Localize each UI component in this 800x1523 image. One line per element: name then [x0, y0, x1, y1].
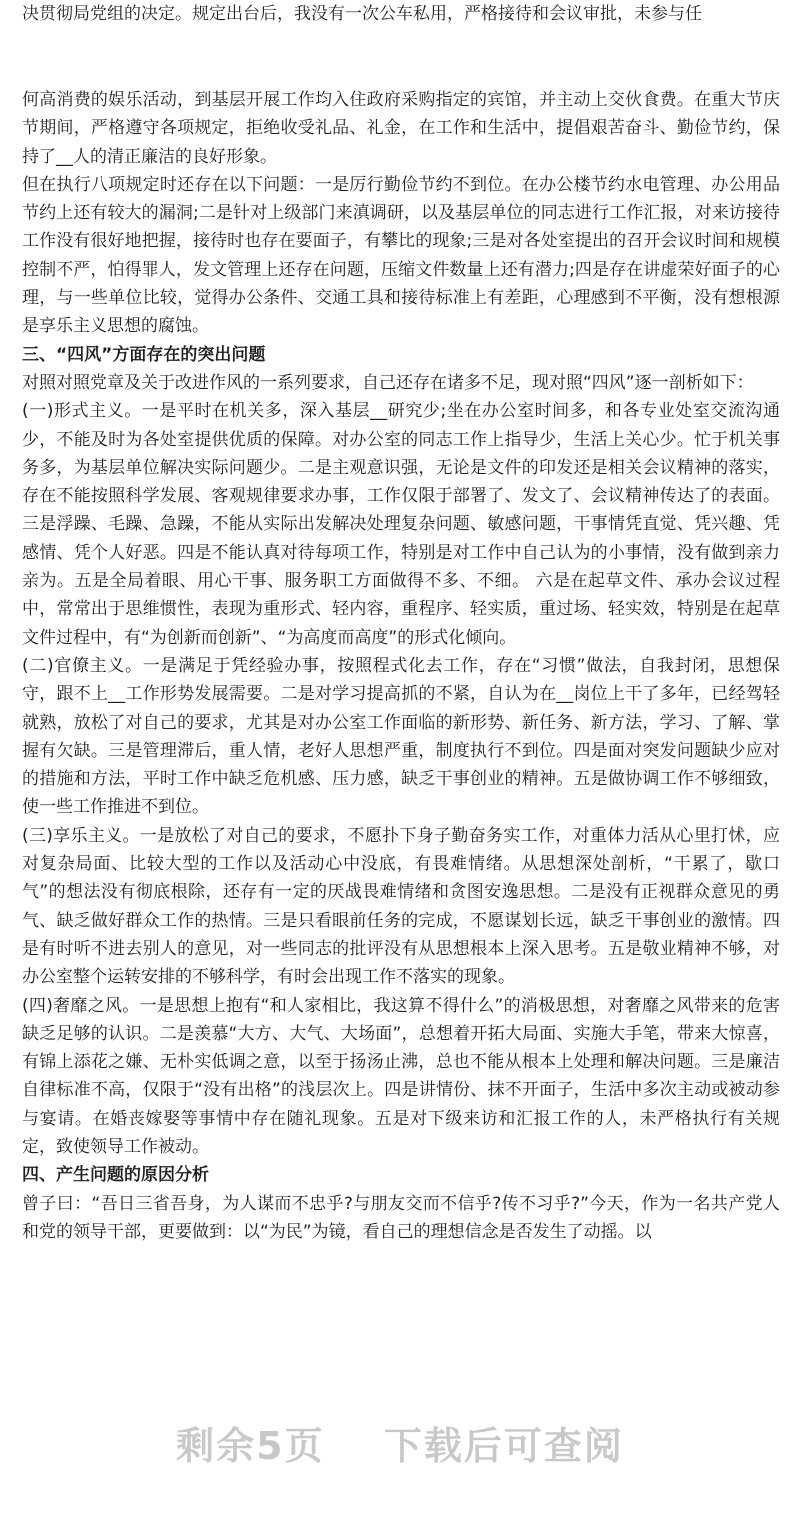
section-heading-4: 四、产生问题的原因分析	[22, 1165, 209, 1186]
paragraph-extravagance: (四)奢靡之风。一是思想上抱有“和人家相比，我这算不得什么”的消极思想，对奢靡之风带来的危害缺乏足够的认识。二是羡慕“大方、大气、大场面”，总想着开拓大局面、实施大手笔，带来大惊喜，有锦上添花之嫌、无朴实低调之意，以至于扬汤止沸，总也不能从根本上处理和解决问题。三是廉洁自律标准不高，仅限于“没有出格”的浅层次上。四是讲情份、抹不开面子，生活中多次主动或被动参与宴请。在婚丧嫁娶等事情中存在随礼现象。五是对下级来访和汇报工作的人，未严格执行有关规定，致使领导工作被动。	[22, 995, 780, 1157]
paragraph-cause: 曾子曰：“吾日三省吾身，为人谋而不忠乎?与朋友交而不信乎?传不习乎?”今天，作为一名共产党人和党的领导干部，更要做到：以“为民”为镜，看自己的理想信念是否发生了动摇。以	[22, 1193, 780, 1242]
paragraph-1: 何高消费的娱乐活动，到基层开展工作均入住政府采购指定的宾馆，并主动上交伙食费。在重大节庆节期间，严格遵守各项规定，拒绝收受礼品、礼金，在工作和生活中，提倡艰苦奋斗、勤俭节约，保持了__人的清正廉洁的良好形象。	[22, 90, 780, 167]
download-to-read-label[interactable]: 下载后可查阅	[383, 1424, 624, 1468]
paragraph-2: 但在执行八项规定时还存在以下问题：一是厉行勤俭节约不到位。在办公楼节约水电管理、办公用品节约上还有较大的漏洞;二是针对上级部门来滇调研，以及基层单位的同志进行工作汇报，对来访接待工作没有很好地把握，接待时也存在要面子，有攀比的现象;三是对各处室提出的召开会议时间和规模控制不严，怕得罪人，发文管理上还存在问题，压缩文件数量上还有潜力;四是存在讲虚荣好面子的心理，与一些单位比较，觉得办公条件、交通工具和接待标准上有差距，心理感到不平衡，没有想根源是享乐主义思想的腐蚀。	[22, 174, 780, 337]
paragraph-3: 对照对照党章及关于改进作风的一系列要求，自己还存在诸多不足，现对照“四风”逐一剖析如下：	[22, 372, 754, 393]
section-heading-3: 三、“四风”方面存在的突出问题	[22, 344, 266, 365]
continued-line: 决贯彻局党组的决定。规定出台后，我没有一次公车私用，严格接待和会议审批，未参与任	[22, 4, 702, 24]
paragraph-hedonism: (三)享乐主义。一是放松了对自己的要求，不愿扑下身子勤奋务实工作，对重体力活从心里打怵，应对复杂局面、比较大型的工作以及活动心中没底，有畏难情绪。从思想深处剖析，“干累了，歇口气”的想法没有彻底根除，还存有一定的厌战畏难情绪和贪图安逸思想。二是没有正视群众意见的勇气、缺乏做好群众工作的热情。三是只看眼前任务的完成，不愿谋划长远，缺乏干事创业的激情。四是有时听不进去别人的意见，对一些同志的批评没有从思想根本上深入思考。五是敬业精神不够，对办公室整个运转安排的不够科学，有时会出现工作不落实的现象。	[22, 825, 780, 988]
download-prompt[interactable]	[0, 1415, 800, 1470]
paragraph-formalism: (一)形式主义。一是平时在机关多，深入基层__研究少;坐在办公室时间多，和各专业处室交流沟通少，不能及时为各处室提供优质的保障。对办公室的同志工作上指导少，生活上关心少。忙于机关事务多，为基层单位解决实际问题少。二是主观意识强，无论是文件的印发还是相关会议精神的落实，存在不能按照科学发展、客观规律要求办事，工作仅限于部署了、发文了、会议精神传达了的表面。三是浮躁、毛躁、急躁，不能从实际出发解决处理复杂问题、敏感问题，干事情凭直觉、凭兴趣、凭感情、凭个人好恶。四是不能认真对待每项工作，特别是对工作中自己认为的小事情，没有做到亲力亲为。五是全局着眼、用心干事、服务职工方面做得不多、不细。 六是在起草文件、承办会议过程中，常常出于思维惯性，表现为重形式、轻内容，重程序、轻实质，重过场、轻实效，特别是在起草文件过程中，有“为创新而创新”、“为高度而高度”的形式化倾向。	[22, 401, 780, 648]
remaining-pages-label: 剩余5页	[176, 1424, 325, 1468]
paragraph-bureaucracy: (二)官僚主义。一是满足于凭经验办事，按照程式化去工作，存在“习惯”做法，自我封闭，思想保守，跟不上__工作形势发展需要。二是对学习提高抓的不紧，自认为在__岗位上干了多年，已经驾轻就熟，放松了对自己的要求，尤其是对办公室工作面临的新形势、新任务、新方法，学习、了解、掌握有欠缺。三是管理滞后，重人情，老好人思想严重，制度执行不到位。四是面对突发问题缺少应对的措施和方法，平时工作中缺乏危机感、压力感，缺乏干事创业的精神。五是做协调工作不够细致，使一些工作推进不到位。	[22, 655, 780, 818]
document-body	[22, 86, 780, 1246]
